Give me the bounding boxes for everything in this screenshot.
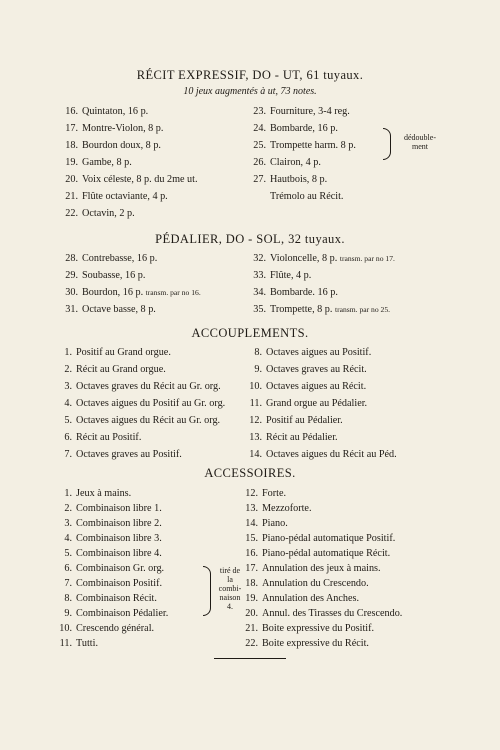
accessoires-right-item: 21. Boite expressive du Positif. — [245, 623, 375, 634]
accessoires-right-item: 19. Annulation des Anches. — [245, 593, 360, 604]
accouplements-left-item: 2. Récit au Grand orgue. — [64, 364, 166, 375]
accessoires-left-item: 9. Combinaison Pédalier. — [64, 608, 169, 619]
pedalier-title: PÉDALIER, DO - SOL, 32 tuyaux. — [155, 232, 345, 246]
accouplements-right-item: 9. Octaves graves au Récit. — [254, 364, 367, 375]
brace-note: tiré de la combi- naison 4. — [218, 566, 242, 611]
accouplements-left-item: 5. Octaves aigues du Récit au Gr. org. — [64, 415, 221, 426]
recit-left-item: 19. Gambe, 8 p. — [65, 157, 132, 168]
accouplements-left-item: 7. Octaves graves au Positif. — [64, 449, 182, 460]
accouplements-right-item: 13. Récit au Pédalier. — [249, 432, 338, 443]
accouplements-right-item: 12. Positif au Pédalier. — [249, 415, 343, 426]
recit-left-item: 16. Quintaton, 16 p. — [65, 106, 149, 117]
recit-tremolo: Trémolo au Récit. — [270, 191, 344, 202]
pedalier-left-item: 29. Soubasse, 16 p. — [65, 270, 146, 281]
accessoires-right-item: 14. Piano. — [245, 518, 288, 529]
accessoires-title: ACCESSOIRES. — [204, 466, 296, 480]
accouplements-left-item: 1. Positif au Grand orgue. — [64, 347, 171, 358]
recit-title: RÉCIT EXPRESSIF, DO - UT, 61 tuyaux. — [136, 68, 364, 82]
closing-rule — [214, 658, 286, 659]
recit-left-item: 22. Octavin, 2 p. — [65, 208, 135, 219]
recit-right-item: 26. Clairon, 4 p. — [253, 157, 321, 168]
recit-right-item: 24. Bombarde, 16 p. — [253, 123, 338, 134]
pedalier-right-item: 33. Flûte, 4 p. — [253, 270, 312, 281]
accouplements-left-item: 3. Octaves graves du Récit au Gr. org. — [64, 381, 221, 392]
recit-subtitle: 10 jeux augmentés à ut, 73 notes. — [183, 86, 317, 97]
accessoires-right-item: 16. Piano-pédal automatique Récit. — [245, 548, 391, 559]
accouplements-right-item: 10. Octaves aigues au Récit. — [249, 381, 367, 392]
pedalier-right-item: 32. Violoncelle, 8 p. transm. par no 17. — [253, 253, 395, 264]
accessoires-left-item: 11. Tutti. — [59, 638, 98, 649]
brace — [383, 128, 391, 160]
pedalier-right-item: 34. Bombarde. 16 p. — [253, 287, 338, 298]
accessoires-right-item: 20. Annul. des Tirasses du Crescendo. — [245, 608, 403, 619]
accessoires-right-item: 17. Annulation des jeux à mains. — [245, 563, 381, 574]
recit-right-item: 27. Hautbois, 8 p. — [253, 174, 328, 185]
pedalier-left-item: 30. Bourdon, 16 p. transm. par no 16. — [65, 287, 201, 298]
accouplements-right-item: 8. Octaves aigues au Positif. — [254, 347, 372, 358]
recit-right-item: 25. Trompette harm. 8 p. — [253, 140, 356, 151]
brace — [203, 566, 211, 616]
recit-right-item: 23. Fourniture, 3-4 reg. — [253, 106, 350, 117]
accouplements-left-item: 6. Récit au Positif. — [64, 432, 142, 443]
accouplements-left-item: 4. Octaves aigues du Positif au Gr. org. — [64, 398, 226, 409]
pedalier-left-item: 28. Contrebasse, 16 p. — [65, 253, 158, 264]
accessoires-right-item: 12. Forte. — [245, 488, 287, 499]
accessoires-left-item: 2. Combinaison libre 1. — [64, 503, 162, 514]
brace-note: dédouble- ment — [404, 133, 436, 151]
accessoires-left-item: 7. Combinaison Positif. — [64, 578, 163, 589]
pedalier-left-item: 31. Octave basse, 8 p. — [65, 304, 156, 315]
recit-left-item: 20. Voix céleste, 8 p. du 2me ut. — [65, 174, 198, 185]
accouplements-right-item: 14. Octaves aigues du Récit au Péd. — [249, 449, 397, 460]
recit-left-item: 17. Montre-Violon, 8 p. — [65, 123, 164, 134]
accessoires-left-item: 8. Combinaison Récit. — [64, 593, 157, 604]
accouplements-title: ACCOUPLEMENTS. — [191, 326, 309, 340]
accessoires-left-item: 5. Combinaison libre 4. — [64, 548, 162, 559]
accessoires-right-item: 22. Boite expressive du Récit. — [245, 638, 369, 649]
accessoires-right-item: 15. Piano-pédal automatique Positif. — [245, 533, 396, 544]
accessoires-left-item: 10. Crescendo général. — [59, 623, 155, 634]
accouplements-right-item: 11. Grand orgue au Pédalier. — [249, 398, 368, 409]
recit-left-item: 18. Bourdon doux, 8 p. — [65, 140, 161, 151]
recit-left-item: 21. Flûte octaviante, 4 p. — [65, 191, 168, 202]
accessoires-left-item: 6. Combinaison Gr. org. — [64, 563, 165, 574]
pedalier-right-item: 35. Trompette, 8 p. transm. par no 25. — [253, 304, 391, 315]
accessoires-right-item: 13. Mezzoforte. — [245, 503, 312, 514]
accessoires-left-item: 1. Jeux à mains. — [64, 488, 132, 499]
accessoires-right-item: 18. Annulation du Crescendo. — [245, 578, 369, 589]
accessoires-left-item: 4. Combinaison libre 3. — [64, 533, 162, 544]
accessoires-left-item: 3. Combinaison libre 2. — [64, 518, 162, 529]
